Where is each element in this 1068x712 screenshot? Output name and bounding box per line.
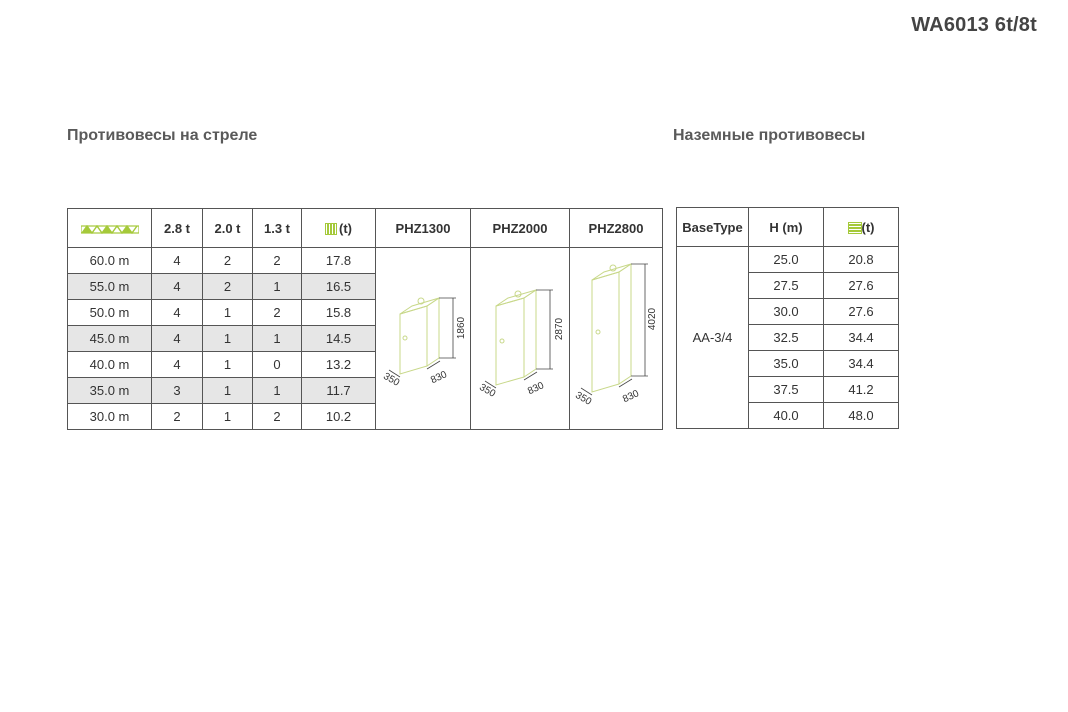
phz1300-diagram-cell <box>376 248 471 430</box>
w13-count-cell: 1 <box>253 326 302 352</box>
w20-count-cell: 1 <box>203 300 253 326</box>
w28-count-cell: 4 <box>152 274 203 300</box>
height-cell: 37.5 <box>749 377 824 403</box>
w20-count-cell: 2 <box>203 274 253 300</box>
ground-weight-cell: 34.4 <box>824 351 899 377</box>
boom-counterweights-table <box>67 208 663 430</box>
w13-count-cell: 1 <box>253 274 302 300</box>
height-cell: 32.5 <box>749 325 824 351</box>
w20-column-header: 2.0 t <box>203 209 253 248</box>
w28-count-cell: 4 <box>152 352 203 378</box>
table-row <box>677 247 899 273</box>
w13-column-header: 1.3 t <box>253 209 302 248</box>
total-weight-cell: 17.8 <box>302 248 376 274</box>
total-weight-cell: 13.2 <box>302 352 376 378</box>
w28-count-cell: 2 <box>152 404 203 430</box>
phz1300-height-dim: 1860 <box>456 316 467 339</box>
height-cell: 25.0 <box>749 247 824 273</box>
w20-count-cell: 2 <box>203 248 253 274</box>
jib-length-cell: 45.0 m <box>68 326 152 352</box>
height-column-header: H (m) <box>749 208 824 247</box>
w13-count-cell: 2 <box>253 248 302 274</box>
phz2000-width-dim: 830 <box>526 379 546 397</box>
w20-count-cell: 1 <box>203 404 253 430</box>
phz2000-height-dim: 2870 <box>554 317 565 340</box>
w28-count-cell: 4 <box>152 248 203 274</box>
weight-stack-icon <box>325 223 339 235</box>
phz2800-width-dim: 830 <box>621 387 641 405</box>
phz1300-width-dim: 830 <box>429 368 449 386</box>
table-row <box>68 248 663 274</box>
total-weight-cell: 14.5 <box>302 326 376 352</box>
total-weight-column-header <box>302 209 376 248</box>
ground-counterweights-table <box>676 207 899 429</box>
phz2800-diagram-cell <box>570 248 663 430</box>
height-cell: 35.0 <box>749 351 824 377</box>
w28-count-cell: 3 <box>152 378 203 404</box>
page-title: WA6013 6t/8t <box>911 14 1037 36</box>
ground-weight-unit: (t) <box>861 219 875 235</box>
phz2000-depth-dim: 350 <box>477 381 498 400</box>
ground-table-header <box>677 208 899 247</box>
phz2800-height-dim: 4020 <box>647 307 658 330</box>
phz1300-block-diagram <box>376 249 470 429</box>
jib-length-cell: 50.0 m <box>68 300 152 326</box>
ground-weight-cell: 27.6 <box>824 273 899 299</box>
ground-weight-stack-icon <box>848 222 862 234</box>
jib-length-cell: 40.0 m <box>68 352 152 378</box>
phz1300-depth-dim: 350 <box>381 370 402 389</box>
w13-count-cell: 0 <box>253 352 302 378</box>
phz2000-block-diagram <box>471 249 569 429</box>
phz2000-column-header: PHZ2000 <box>471 209 570 248</box>
w13-count-cell: 2 <box>253 300 302 326</box>
phz2800-depth-dim: 350 <box>573 389 594 408</box>
total-weight-cell: 11.7 <box>302 378 376 404</box>
phz2800-block-diagram <box>570 249 662 429</box>
height-cell: 40.0 <box>749 403 824 429</box>
ground-weight-cell: 20.8 <box>824 247 899 273</box>
w13-count-cell: 1 <box>253 378 302 404</box>
w28-count-cell: 4 <box>152 326 203 352</box>
jib-column-header <box>68 209 152 248</box>
basetype-value-cell: AA-3/4 <box>677 247 749 429</box>
w20-count-cell: 1 <box>203 352 253 378</box>
basetype-column-header: BaseType <box>677 208 749 247</box>
ground-weight-cell: 48.0 <box>824 403 899 429</box>
total-weight-cell: 16.5 <box>302 274 376 300</box>
boom-counterweights-title: Противовесы на стреле <box>67 127 258 144</box>
w28-count-cell: 4 <box>152 300 203 326</box>
ground-weight-cell: 41.2 <box>824 377 899 403</box>
height-cell: 27.5 <box>749 273 824 299</box>
w20-count-cell: 1 <box>203 378 253 404</box>
height-cell: 30.0 <box>749 299 824 325</box>
total-weight-unit: (t) <box>339 220 352 236</box>
total-weight-cell: 15.8 <box>302 300 376 326</box>
jib-length-cell: 30.0 m <box>68 404 152 430</box>
w28-column-header: 2.8 t <box>152 209 203 248</box>
ground-weight-cell: 34.4 <box>824 325 899 351</box>
w13-count-cell: 2 <box>253 404 302 430</box>
ground-weight-cell: 27.6 <box>824 299 899 325</box>
boom-jib-icon <box>81 225 139 234</box>
phz2800-column-header: PHZ2800 <box>570 209 663 248</box>
w20-count-cell: 1 <box>203 326 253 352</box>
ground-weight-column-header <box>824 208 899 247</box>
jib-length-cell: 35.0 m <box>68 378 152 404</box>
boom-table-header <box>68 209 663 248</box>
jib-length-cell: 55.0 m <box>68 274 152 300</box>
jib-length-cell: 60.0 m <box>68 248 152 274</box>
total-weight-cell: 10.2 <box>302 404 376 430</box>
phz2000-diagram-cell <box>471 248 570 430</box>
ground-counterweights-title: Наземные противовесы <box>673 127 866 144</box>
phz1300-column-header: PHZ1300 <box>376 209 471 248</box>
